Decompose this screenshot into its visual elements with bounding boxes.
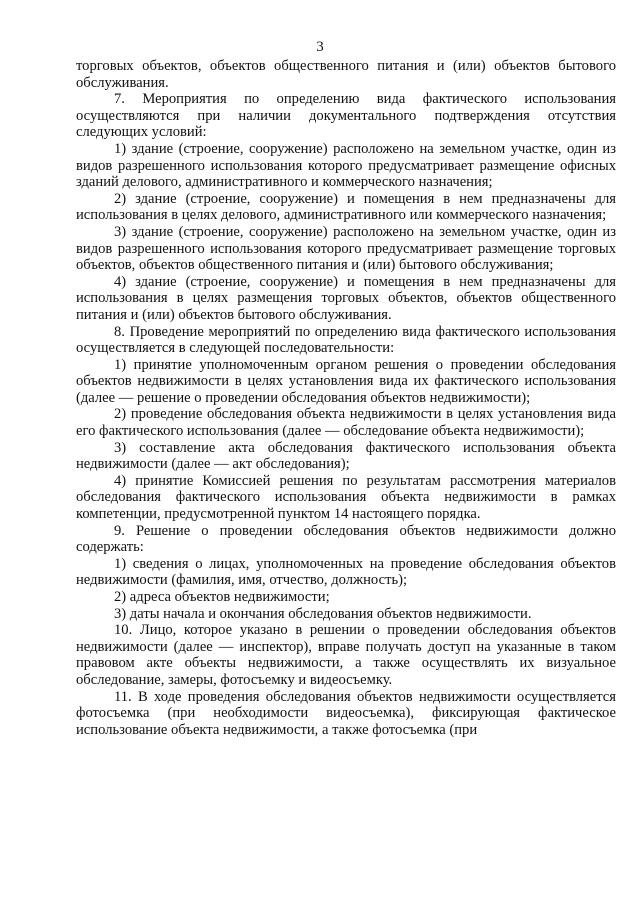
paragraph-8-subitem-3: 3) составление акта обследования фактического использования объекта недвижимости (далее — акт обследования); — [76, 439, 616, 473]
document-body — [76, 58, 616, 738]
paragraph-item-11: 11. В ходе проведения обследования объектов недвижимости осуществляется фотосъемка (при необходимости видеосъемка), фиксирующая фактическое использование объекта недвижимости, а также фотосъемка (при — [76, 688, 616, 738]
paragraph-7-subitem-1: 1) здание (строение, сооружение) расположено на земельном участке, один из видов разрешенного использования которого предусматривает размещение офисных зданий делового, административного и коммерческого назначения; — [76, 140, 616, 191]
paragraph-item-9: 9. Решение о проведении обследования объектов недвижимости должно содержать: — [76, 522, 616, 556]
paragraph-9-subitem-2: 2) адреса объектов недвижимости; — [114, 589, 330, 605]
page-number: 3 — [316, 39, 324, 55]
paragraph-item-10: 10. Лицо, которое указано в решении о проведении обследования объектов недвижимости (далее — инспектор), вправе получать доступ на указанные в таком правовом акте объекты недвижимости, а также осуществлять их визуальное обследование, замеры, фотосъемку и видеосъемку. — [76, 622, 616, 688]
paragraph-8-subitem-2: 2) проведение обследования объекта недвижимости в целях установления вида его фактического использования (далее — обследование объекта недвижимости); — [76, 406, 616, 440]
paragraph-item-8: 8. Проведение мероприятий по определению вида фактического использования осуществляется в следующей последовательности: — [76, 323, 616, 357]
paragraph-9-subitem-1: 1) сведения о лицах, уполномоченных на проведение обследования объектов недвижимости (фамилия, имя, отчество, должность); — [76, 555, 616, 589]
paragraph-7-subitem-4: 4) здание (строение, сооружение) и помещения в нем предназначены для использования в целях размещения торговых объектов, объектов общественного питания и (или) объектов бытового обслуживания. — [76, 273, 616, 323]
paragraph-item-7: 7. Мероприятия по определению вида фактического использования осуществляются при наличии документального подтверждения отсутствия следующих условий: — [76, 91, 616, 141]
paragraph-7-subitem-3: 3) здание (строение, сооружение) расположено на земельном участке, один из видов разрешенного использования которого предусматривает размещение торговых объектов, объектов общественного питания и (или) бытового обслуживания; — [76, 223, 616, 274]
paragraph-8-subitem-4: 4) принятие Комиссией решения по результатам рассмотрения материалов обследования фактического использования объекта недвижимости в рамках компетенции, предусмотренной пунктом 14 настоящего порядка. — [76, 472, 616, 523]
paragraph-9-subitem-3: 3) даты начала и окончания обследования объектов недвижимости. — [114, 605, 532, 622]
paragraph-8-subitem-1: 1) принятие уполномоченным органом решения о проведении обследования объектов недвижимости в целях установления вида их фактического использования (далее — решение о проведении обследования объектов недвижимости); — [76, 356, 616, 406]
paragraph-7-subitem-2: 2) здание (строение, сооружение) и помещения в нем предназначены для использования в целях делового, административного или коммерческого назначения; — [76, 190, 616, 224]
paragraph-continuation: торговых объектов, объектов общественного питания и (или) объектов бытового обслуживания. — [76, 58, 616, 91]
